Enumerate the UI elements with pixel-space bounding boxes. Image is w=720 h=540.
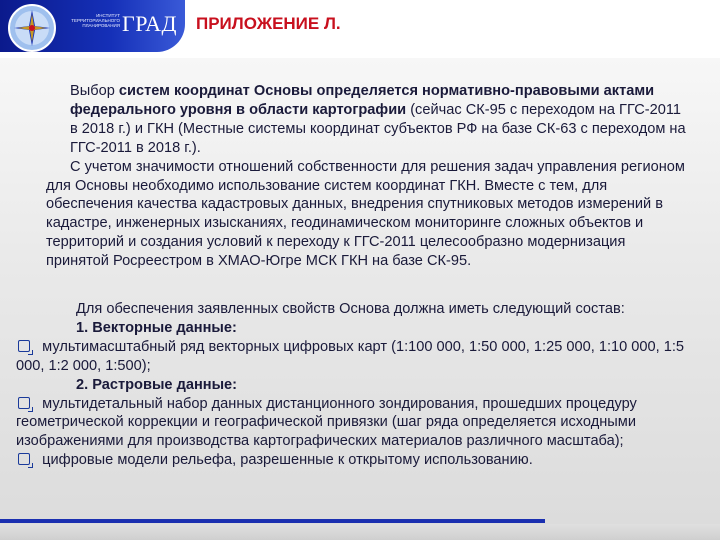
- paragraph-coordinate-systems: [46, 82, 686, 271]
- logo-emblem-icon: [4, 2, 60, 54]
- list-item-text: цифровые модели рельефа, разрешенные к открытому использованию.: [42, 452, 533, 469]
- footer-bar: [0, 524, 720, 540]
- list-item: [16, 338, 686, 376]
- checkbox-bullet-icon: [18, 453, 30, 465]
- section-heading-raster: 2. Растровые данные:: [76, 376, 238, 393]
- checkbox-bullet-icon: [18, 397, 30, 409]
- intro-text: Для обеспечения заявленных свойств Основа должна иметь следующий состав:: [76, 301, 625, 317]
- list-item: [16, 395, 686, 452]
- text-span: С учетом значимости отношений собственности для решения задач управления регионом для Основы необходимо использование систем координат ГКН. Вместе с тем, для обеспечения качества кадастровых данных, внедрения спутниковых методов измерений в кадастре, инженерных изысканиях, геодинамическом мониторинге сложных объектов и территорий и создания условий к переходу к ГГС-2011 целесообразно модернизация принятой Росреестром в ХМАО-Югре МСК ГКН на базе СК-95.: [46, 158, 685, 270]
- checkbox-bullet-icon: [18, 340, 30, 352]
- list-item-text: мультидетальный набор данных дистанционного зондирования, прошедших процедуру геометрической коррекции и географической привязки (шаг ряда определяется исходными изображениями для производства картографических материалов различного масштаба);: [16, 395, 637, 450]
- page-title: ПРИЛОЖЕНИЕ Л.: [196, 14, 341, 33]
- list-item-text: мультимасштабный ряд векторных цифровых карт (1:100 000, 1:50 000, 1:25 000, 1:10 000, 1:5 000, 1:2 000, 1:500);: [16, 338, 685, 374]
- paragraph-line-2: [46, 158, 686, 271]
- section-heading-vector: 1. Векторные данные:: [76, 319, 237, 336]
- footer-accent-bar: [0, 519, 545, 523]
- logo-banner: [0, 0, 185, 52]
- list-item: [16, 451, 686, 470]
- bold-text: систем координат Основы определяется нормативно-правовыми актами федерального уровня в области картографии: [70, 83, 655, 118]
- paragraph-composition: [16, 300, 686, 470]
- text-span: Выбор: [70, 83, 119, 99]
- paragraph-line-1: [46, 82, 686, 158]
- logo-brand: ГРАД: [122, 11, 178, 36]
- text-span: (сейчас СК-95 с переходом на ГГС-2011 в 2018 г.) и ГКН (Местные системы координат субъектов РФ на базе СК-63 с переходом на ГГС-2011 в 2018 г.).: [70, 101, 686, 156]
- logo-institute-text: ИНСТИТУТ ТЕРРИТОРИАЛЬНОГО ПЛАНИРОВАНИЯ: [71, 13, 120, 28]
